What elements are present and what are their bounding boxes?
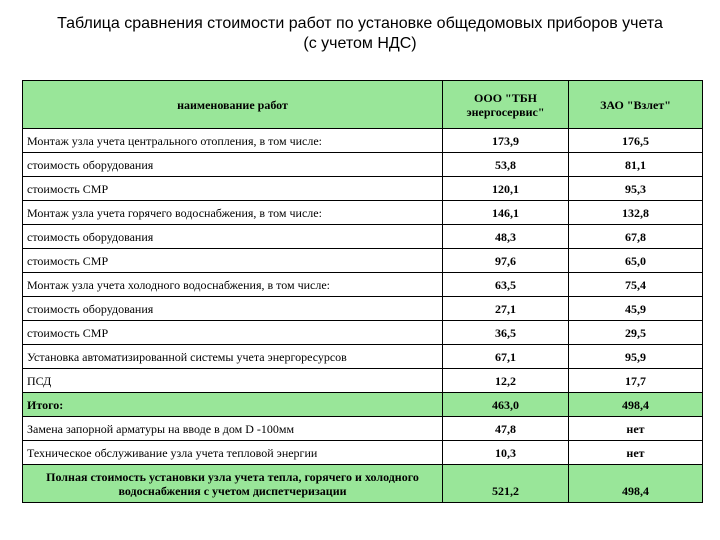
- total-value-tbn: 463,0: [443, 393, 569, 417]
- value-vzlet: нет: [569, 417, 703, 441]
- value-vzlet: 45,9: [569, 297, 703, 321]
- value-vzlet: 29,5: [569, 321, 703, 345]
- table-row: [23, 153, 703, 177]
- value-tbn: 10,3: [443, 441, 569, 465]
- header-org-tbn: ООО "ТБН энергосервис": [443, 81, 569, 129]
- table-row: [23, 201, 703, 225]
- total-row: [23, 393, 703, 417]
- value-tbn: 67,1: [443, 345, 569, 369]
- row-label: ПСД: [23, 369, 443, 393]
- full-cost-value-tbn: 521,2: [443, 465, 569, 503]
- header-row: [23, 81, 703, 129]
- value-vzlet: 95,3: [569, 177, 703, 201]
- value-vzlet: 176,5: [569, 129, 703, 153]
- table-row: [23, 417, 703, 441]
- value-tbn: 47,8: [443, 417, 569, 441]
- value-vzlet: 67,8: [569, 225, 703, 249]
- value-tbn: 146,1: [443, 201, 569, 225]
- value-tbn: 97,6: [443, 249, 569, 273]
- row-label: Монтаж узла учета холодного водоснабжения, в том числе:: [23, 273, 443, 297]
- row-label: стоимость СМР: [23, 321, 443, 345]
- table-row: [23, 297, 703, 321]
- table-row: [23, 345, 703, 369]
- table-row: [23, 273, 703, 297]
- full-cost-label: Полная стоимость установки узла учета тепла, горячего и холодного водоснабжения с учетом диспетчеризации: [23, 465, 443, 503]
- table-row: [23, 321, 703, 345]
- table-row: [23, 177, 703, 201]
- value-tbn: 173,9: [443, 129, 569, 153]
- row-label: стоимость оборудования: [23, 297, 443, 321]
- table-row: [23, 129, 703, 153]
- value-vzlet: 132,8: [569, 201, 703, 225]
- title-line-2: (с учетом НДС): [303, 35, 417, 52]
- value-tbn: 120,1: [443, 177, 569, 201]
- row-label: Монтаж узла учета центрального отопления, в том числе:: [23, 129, 443, 153]
- row-label: Техническое обслуживание узла учета тепловой энергии: [23, 441, 443, 465]
- table-row: [23, 441, 703, 465]
- full-cost-value-vzlet: 498,4: [569, 465, 703, 503]
- total-label: Итого:: [23, 393, 443, 417]
- value-vzlet: 81,1: [569, 153, 703, 177]
- total-value-vzlet: 498,4: [569, 393, 703, 417]
- value-vzlet: 65,0: [569, 249, 703, 273]
- value-tbn: 36,5: [443, 321, 569, 345]
- table-row: [23, 369, 703, 393]
- header-work-name: наименование работ: [23, 81, 443, 129]
- header-org-vzlet: ЗАО "Взлет": [569, 81, 703, 129]
- row-label: Монтаж узла учета горячего водоснабжения, в том числе:: [23, 201, 443, 225]
- value-vzlet: нет: [569, 441, 703, 465]
- value-tbn: 12,2: [443, 369, 569, 393]
- row-label: стоимость СМР: [23, 177, 443, 201]
- value-tbn: 53,8: [443, 153, 569, 177]
- table-row: [23, 249, 703, 273]
- row-label: Замена запорной арматуры на вводе в дом D -100мм: [23, 417, 443, 441]
- row-label: стоимость оборудования: [23, 153, 443, 177]
- value-vzlet: 95,9: [569, 345, 703, 369]
- row-label: стоимость оборудования: [23, 225, 443, 249]
- page-title: [0, 14, 720, 54]
- row-label: Установка автоматизированной системы учета энергоресурсов: [23, 345, 443, 369]
- value-vzlet: 75,4: [569, 273, 703, 297]
- full-cost-row: [23, 465, 703, 503]
- table-row: [23, 225, 703, 249]
- value-tbn: 63,5: [443, 273, 569, 297]
- value-vzlet: 17,7: [569, 369, 703, 393]
- row-label: стоимость СМР: [23, 249, 443, 273]
- value-tbn: 27,1: [443, 297, 569, 321]
- cost-comparison-table: [22, 80, 703, 503]
- title-line-1: Таблица сравнения стоимости работ по установке общедомовых приборов учета: [57, 15, 663, 32]
- value-tbn: 48,3: [443, 225, 569, 249]
